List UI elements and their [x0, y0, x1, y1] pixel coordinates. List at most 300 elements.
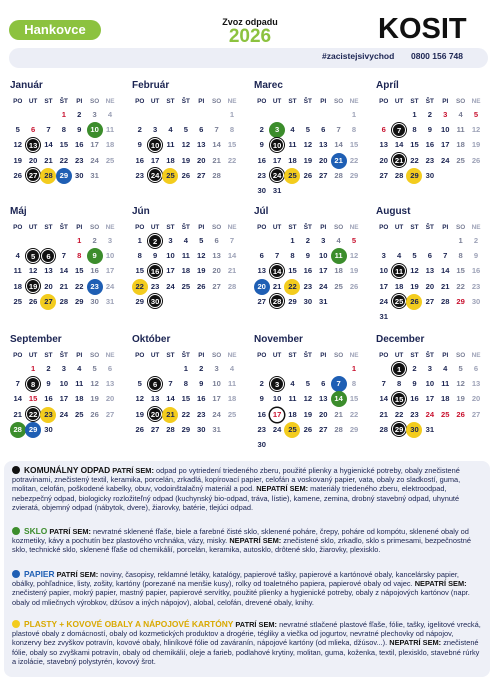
month-name: Jún: [132, 206, 150, 217]
day-cell: 6: [214, 236, 219, 245]
day-cell: 7: [61, 251, 66, 261]
weekday-header: PO: [257, 224, 267, 231]
day-cell: 15: [227, 140, 237, 150]
day-cell: 19: [303, 155, 313, 165]
empty-cell: [269, 107, 284, 122]
day-cell: 14: [59, 266, 69, 276]
day-cell: [25, 248, 40, 263]
day-cell: 19: [410, 281, 419, 291]
day-cell: 9: [199, 379, 204, 389]
collection-day-marker: 2: [148, 234, 162, 248]
day-cell: 27: [257, 296, 266, 306]
day-cell: 20: [105, 394, 115, 404]
empty-cell: [391, 233, 406, 248]
day-cell: 15: [28, 394, 38, 404]
day-cell: [391, 361, 406, 376]
day-cell: 30: [197, 424, 206, 434]
month-name: Apríl: [376, 80, 399, 91]
day-cell: 21: [227, 266, 237, 276]
day-cell: 8: [412, 125, 417, 135]
day-cell: [285, 422, 300, 437]
day-cell: 24: [59, 409, 69, 419]
weekday-header: ŠT: [303, 224, 312, 231]
empty-cell: [269, 361, 284, 376]
weekday-header: ST: [44, 98, 53, 105]
empty-cell: [376, 361, 391, 376]
day-cell: 2: [473, 236, 479, 245]
day-cell: 12: [13, 140, 22, 150]
day-cell: [25, 168, 40, 183]
day-cell: 18: [441, 394, 450, 404]
collection-day-marker: 7: [392, 123, 406, 137]
day-cell: 27: [105, 409, 115, 419]
day-cell: 10: [59, 379, 69, 389]
day-cell: 23: [425, 155, 435, 165]
weekday-header: ST: [288, 224, 297, 231]
day-cell: 12: [349, 251, 359, 261]
month-grid: [376, 96, 492, 183]
day-cell: 27: [197, 170, 206, 180]
day-cell: 28: [166, 424, 175, 434]
day-cell: 18: [394, 281, 404, 291]
weekday-header: UT: [394, 98, 404, 105]
day-cell: 25: [334, 281, 343, 291]
day-cell: 7: [168, 379, 173, 389]
month-name: Január: [10, 80, 43, 91]
weekday-header: PO: [135, 352, 145, 359]
empty-cell: [25, 107, 40, 122]
day-cell: 7: [381, 379, 386, 389]
collection-day-marker: 29: [407, 169, 421, 183]
day-cell: 18: [288, 155, 297, 165]
day-cell: 3: [61, 364, 66, 373]
day-cell: 27: [150, 424, 160, 434]
day-cell: 24: [272, 424, 282, 434]
collection-day-marker: 28: [41, 169, 55, 183]
empty-cell: [132, 361, 147, 376]
weekday-header: UT: [272, 224, 282, 231]
month-grid: [132, 96, 248, 183]
day-cell: 22: [349, 409, 359, 419]
day-cell: 5: [412, 251, 417, 261]
day-cell: 27: [425, 296, 435, 306]
month-grid: [132, 350, 248, 437]
collection-day-marker: 20: [255, 280, 269, 294]
day-cell: 15: [456, 266, 465, 276]
day-cell: [87, 122, 102, 137]
day-cell: 13: [319, 394, 328, 404]
collection-day-marker: 3: [270, 123, 284, 137]
day-cell: 12: [471, 125, 481, 135]
day-cell: 29: [456, 296, 465, 306]
day-cell: 26: [90, 409, 99, 419]
collection-day-marker: 27: [26, 168, 40, 182]
day-cell: 16: [75, 140, 84, 150]
collection-day-marker: 6: [148, 377, 162, 391]
day-cell: 16: [90, 266, 99, 276]
collection-day-marker: 14: [270, 264, 284, 278]
day-cell: 11: [166, 140, 175, 150]
day-cell: 10: [105, 251, 115, 261]
day-cell: 15: [349, 140, 359, 150]
day-cell: 21: [59, 281, 69, 291]
day-cell: 25: [456, 155, 465, 165]
day-cell: 23: [75, 155, 84, 165]
day-cell: 24: [166, 281, 175, 291]
weekday-header: NE: [349, 98, 359, 105]
day-cell: [331, 248, 346, 263]
weekday-header: PO: [13, 352, 23, 359]
day-cell: 28: [441, 296, 450, 306]
day-cell: 16: [303, 266, 313, 276]
day-cell: [147, 168, 162, 183]
collection-day-marker: 17: [270, 408, 284, 422]
day-cell: 28: [212, 170, 221, 180]
day-cell: 23: [135, 170, 144, 180]
day-cell: 19: [13, 155, 22, 165]
empty-cell: [285, 107, 300, 122]
day-cell: 4: [168, 125, 173, 135]
day-cell: 11: [75, 379, 84, 389]
collection-day-marker: 6: [41, 249, 55, 263]
day-cell: [331, 376, 346, 391]
day-cell: 20: [319, 409, 328, 419]
day-cell: 14: [166, 394, 175, 404]
day-cell: 27: [319, 170, 328, 180]
day-cell: 5: [92, 364, 97, 373]
empty-cell: [10, 361, 25, 376]
day-cell: 31: [379, 311, 388, 321]
day-cell: [25, 137, 40, 152]
day-cell: 6: [427, 251, 432, 261]
collection-day-marker: 26: [407, 295, 421, 309]
legend-komunalny: KOMUNÁLNY ODPAD PATRÍ SEM: odpad po vytriedení triedeného zberu, použité plienky a hygienické potreby, obaly znečistené potravinami, znečistený textil, keramika, porcelán, zrkadlá, kopírovací papier, celofán a voskovaný papier, vata, obaly zo sladkostí, guma, molitan, celofán, poškodené kabelky, obuv, vodoinštalačný materiál a pod. NEPATRÍ SEM: materiály triedeného zberu, elektroodpad, nebezpečný odpad, biologicky rozložiteľný odpad (kuchynský bio-odpad, tráva, lístie), kamene, zemina, drobný stavebný odpad, uhynuté zvieratá, objemný odpad (nábytok, dvere), žiarovky, batérie, tlejúci odpad.: [12, 465, 461, 512]
day-cell: 2: [259, 125, 264, 135]
weekday-header: SO: [212, 352, 222, 359]
weekday-header: UT: [150, 352, 160, 359]
weekday-header: NE: [227, 98, 237, 105]
weekday-header: PO: [13, 98, 23, 105]
collection-day-marker: 25: [163, 169, 177, 183]
day-cell: 15: [75, 266, 84, 276]
day-cell: 26: [13, 170, 22, 180]
day-cell: 12: [303, 394, 313, 404]
month-0: [10, 80, 126, 183]
empty-cell: [10, 107, 25, 122]
day-cell: 21: [441, 281, 450, 291]
day-cell: 20: [319, 155, 328, 165]
day-cell: 30: [425, 170, 435, 180]
day-cell: 1: [61, 110, 66, 119]
day-cell: [407, 168, 422, 183]
day-cell: 16: [257, 409, 266, 419]
day-cell: 13: [44, 266, 53, 276]
day-cell: 30: [44, 424, 53, 434]
day-cell: [391, 153, 406, 168]
day-cell: [87, 279, 102, 294]
collection-day-marker: 24: [148, 168, 162, 182]
weekday-header: PO: [135, 224, 145, 231]
day-cell: 3: [427, 364, 432, 373]
day-cell: 9: [77, 125, 82, 135]
day-cell: 12: [135, 394, 144, 404]
day-cell: 12: [181, 140, 191, 150]
empty-cell: [331, 361, 346, 376]
day-cell: 6: [199, 125, 204, 135]
day-cell: 5: [458, 364, 463, 373]
day-cell: 14: [334, 140, 343, 150]
empty-cell: [254, 107, 269, 122]
day-cell: 13: [379, 140, 388, 150]
weekday-header: ŠT: [181, 98, 190, 105]
weekday-header: PI: [76, 352, 83, 359]
day-cell: 31: [319, 296, 328, 306]
empty-cell: [331, 107, 346, 122]
green-dot-icon: [12, 527, 20, 535]
month-grid: [376, 222, 492, 324]
empty-cell: [163, 107, 178, 122]
collection-day-marker: 27: [41, 295, 55, 309]
weekday-header: SO: [212, 224, 222, 231]
day-cell: 17: [272, 155, 282, 165]
day-cell: 1: [77, 236, 82, 245]
day-cell: 30: [303, 296, 313, 306]
year: 2026: [228, 26, 272, 47]
day-cell: 18: [456, 140, 465, 150]
day-cell: 1: [412, 110, 417, 119]
day-cell: [163, 168, 178, 183]
collection-day-marker: 21: [392, 153, 406, 167]
day-cell: 5: [199, 236, 204, 245]
weekday-header: ST: [166, 98, 175, 105]
collection-day-marker: 21: [332, 154, 346, 168]
day-cell: [285, 168, 300, 183]
day-cell: 23: [150, 281, 160, 291]
day-cell: 9: [259, 140, 264, 150]
collection-day-marker: 24: [270, 168, 284, 182]
day-cell: 15: [59, 140, 69, 150]
day-cell: 8: [351, 125, 357, 135]
day-cell: 9: [473, 251, 479, 261]
collection-day-marker: 8: [26, 377, 40, 391]
collection-day-marker: 19: [26, 279, 40, 293]
month-name: Február: [132, 80, 170, 91]
day-cell: 5: [305, 379, 310, 389]
day-cell: 1: [183, 364, 188, 373]
day-cell: 13: [471, 379, 481, 389]
day-cell: 14: [379, 394, 388, 404]
weekday-header: ST: [410, 352, 419, 359]
day-cell: 31: [105, 296, 115, 306]
day-cell: 14: [13, 394, 22, 404]
weekday-header: PI: [320, 352, 327, 359]
day-cell: 25: [75, 409, 84, 419]
empty-cell: [25, 233, 40, 248]
day-cell: 3: [381, 251, 386, 261]
collection-day-marker: 14: [332, 392, 346, 406]
day-cell: 14: [227, 251, 237, 261]
day-cell: 2: [259, 379, 264, 389]
empty-cell: [132, 107, 147, 122]
day-cell: 24: [441, 155, 450, 165]
day-cell: 29: [75, 296, 84, 306]
empty-cell: [300, 361, 315, 376]
day-cell: 20: [212, 266, 221, 276]
day-cell: 23: [197, 409, 206, 419]
collection-day-marker: 30: [148, 294, 162, 308]
day-cell: 26: [303, 424, 313, 434]
month-4: [10, 206, 126, 309]
weekday-header: PI: [320, 224, 327, 231]
day-cell: 1: [351, 110, 357, 119]
day-cell: 20: [379, 155, 388, 165]
day-cell: 24: [105, 281, 115, 291]
day-cell: [269, 263, 284, 278]
weekday-header: UT: [272, 352, 282, 359]
day-cell: 10: [441, 125, 450, 135]
weekday-header: UT: [394, 224, 404, 231]
yellow-dot-icon: [12, 620, 20, 628]
day-cell: 3: [443, 110, 448, 119]
day-cell: 12: [90, 379, 99, 389]
day-cell: 25: [105, 155, 115, 165]
weekday-header: PI: [320, 98, 327, 105]
day-cell: 12: [410, 266, 419, 276]
day-cell: [331, 153, 346, 168]
day-cell: [391, 422, 406, 437]
month-8: [10, 334, 126, 437]
day-cell: 24: [379, 296, 388, 306]
day-cell: 15: [181, 394, 191, 404]
day-cell: 4: [336, 236, 341, 245]
day-cell: 22: [181, 409, 191, 419]
day-cell: 7: [214, 125, 219, 135]
weekday-header: PI: [76, 224, 83, 231]
day-cell: 9: [46, 379, 51, 389]
day-cell: 17: [150, 155, 160, 165]
legend-plasty: PLASTY + KOVOVÉ OBALY A NÁPOJOVÉ KARTÓNY PATRÍ SEM: nevratné stlačené plastové fľaše, fólie, tašky, igelitové vrecká, plastové obaly z domácností, obaly od kozmetických produktov a drogérie, tégliky a viečka od jogurtov, nevratné plechovky od nápojov, konzervy bez zvyškov potravín, kovové obaly, hliníkové fólie od zaváranín, nápojové kartóny (od mlieka, džúsov...). NEPATRÍ SEM: znečistené fólie, obaly so zvyškami potravín, obaly od chemikálií, oleje a farieb, podlahové krytiny, molitan, guma, koženka, textil, plexisklo, stavebné rúrky a izolácie, stavebný polystyrén, kovový šrot.: [12, 619, 481, 666]
day-cell: 10: [319, 251, 328, 261]
day-cell: 26: [303, 170, 313, 180]
collection-day-marker: 23: [41, 408, 55, 422]
day-cell: 18: [181, 266, 191, 276]
weekday-header: UT: [28, 224, 38, 231]
day-cell: 9: [427, 125, 432, 135]
month-grid: [132, 222, 248, 309]
day-cell: 18: [166, 155, 175, 165]
month-name: Október: [132, 334, 171, 345]
day-cell: 5: [183, 125, 188, 135]
day-cell: 31: [90, 170, 99, 180]
day-cell: 28: [227, 281, 237, 291]
month-3: [376, 80, 492, 183]
day-cell: 7: [443, 251, 448, 261]
collection-day-marker: 10: [270, 138, 284, 152]
month-name: Marec: [254, 80, 283, 91]
collection-day-marker: 20: [148, 407, 162, 421]
day-cell: [147, 376, 162, 391]
day-cell: 26: [181, 170, 191, 180]
day-cell: [163, 407, 178, 422]
collection-day-marker: 22: [285, 280, 299, 294]
day-cell: [269, 168, 284, 183]
day-cell: 27: [319, 424, 328, 434]
collection-day-marker: 11: [332, 249, 346, 263]
weekday-header: PI: [198, 98, 205, 105]
day-cell: 18: [105, 140, 115, 150]
weekday-header: SO: [456, 98, 466, 105]
weekday-header: NE: [349, 224, 359, 231]
collection-day-marker: 9: [88, 249, 102, 263]
day-cell: 9: [412, 379, 417, 389]
empty-cell: [41, 107, 56, 122]
collection-day-marker: 10: [88, 123, 102, 137]
day-cell: [254, 279, 269, 294]
weekday-header: SO: [456, 224, 466, 231]
day-cell: [41, 294, 56, 309]
weekday-header: NE: [105, 224, 115, 231]
weekday-header: SO: [90, 224, 100, 231]
day-cell: 22: [410, 155, 419, 165]
month-grid: [10, 350, 126, 437]
day-cell: 10: [379, 266, 388, 276]
weekday-header: PO: [379, 352, 389, 359]
day-cell: [407, 294, 422, 309]
day-cell: 25: [441, 409, 450, 419]
day-cell: 1: [229, 110, 235, 119]
month-2: [254, 80, 370, 198]
month-grid: [10, 96, 126, 183]
day-cell: 21: [272, 281, 282, 291]
day-cell: [56, 168, 71, 183]
weekday-header: PI: [442, 352, 449, 359]
day-cell: 8: [183, 379, 188, 389]
empty-cell: [147, 361, 162, 376]
day-cell: 13: [105, 379, 115, 389]
day-cell: 6: [473, 364, 479, 373]
day-cell: 10: [272, 394, 282, 404]
day-cell: 8: [396, 379, 402, 389]
day-cell: 12: [303, 140, 313, 150]
day-cell: 1: [137, 236, 142, 245]
month-10: [254, 334, 370, 452]
weekday-header: PI: [198, 224, 205, 231]
day-cell: 2: [46, 364, 51, 373]
legend: [4, 461, 490, 677]
day-cell: 25: [227, 409, 237, 419]
day-cell: [41, 407, 56, 422]
month-9: [132, 334, 248, 437]
day-cell: 11: [456, 125, 465, 135]
day-cell: [285, 279, 300, 294]
weekday-header: NE: [105, 98, 115, 105]
day-cell: 7: [229, 236, 235, 245]
phone-number: 0800 156 748: [411, 51, 463, 61]
day-cell: 22: [59, 155, 69, 165]
weekday-header: ŠT: [59, 352, 68, 359]
day-cell: 20: [197, 155, 206, 165]
day-cell: 19: [456, 394, 465, 404]
month-name: August: [376, 206, 411, 217]
weekday-header: SO: [212, 98, 222, 105]
day-cell: 30: [90, 296, 99, 306]
day-cell: 18: [227, 394, 237, 404]
day-cell: 12: [197, 251, 206, 261]
weekday-header: ST: [166, 224, 175, 231]
day-cell: 30: [257, 185, 266, 195]
month-grid: [10, 222, 126, 309]
day-cell: 14: [44, 140, 53, 150]
